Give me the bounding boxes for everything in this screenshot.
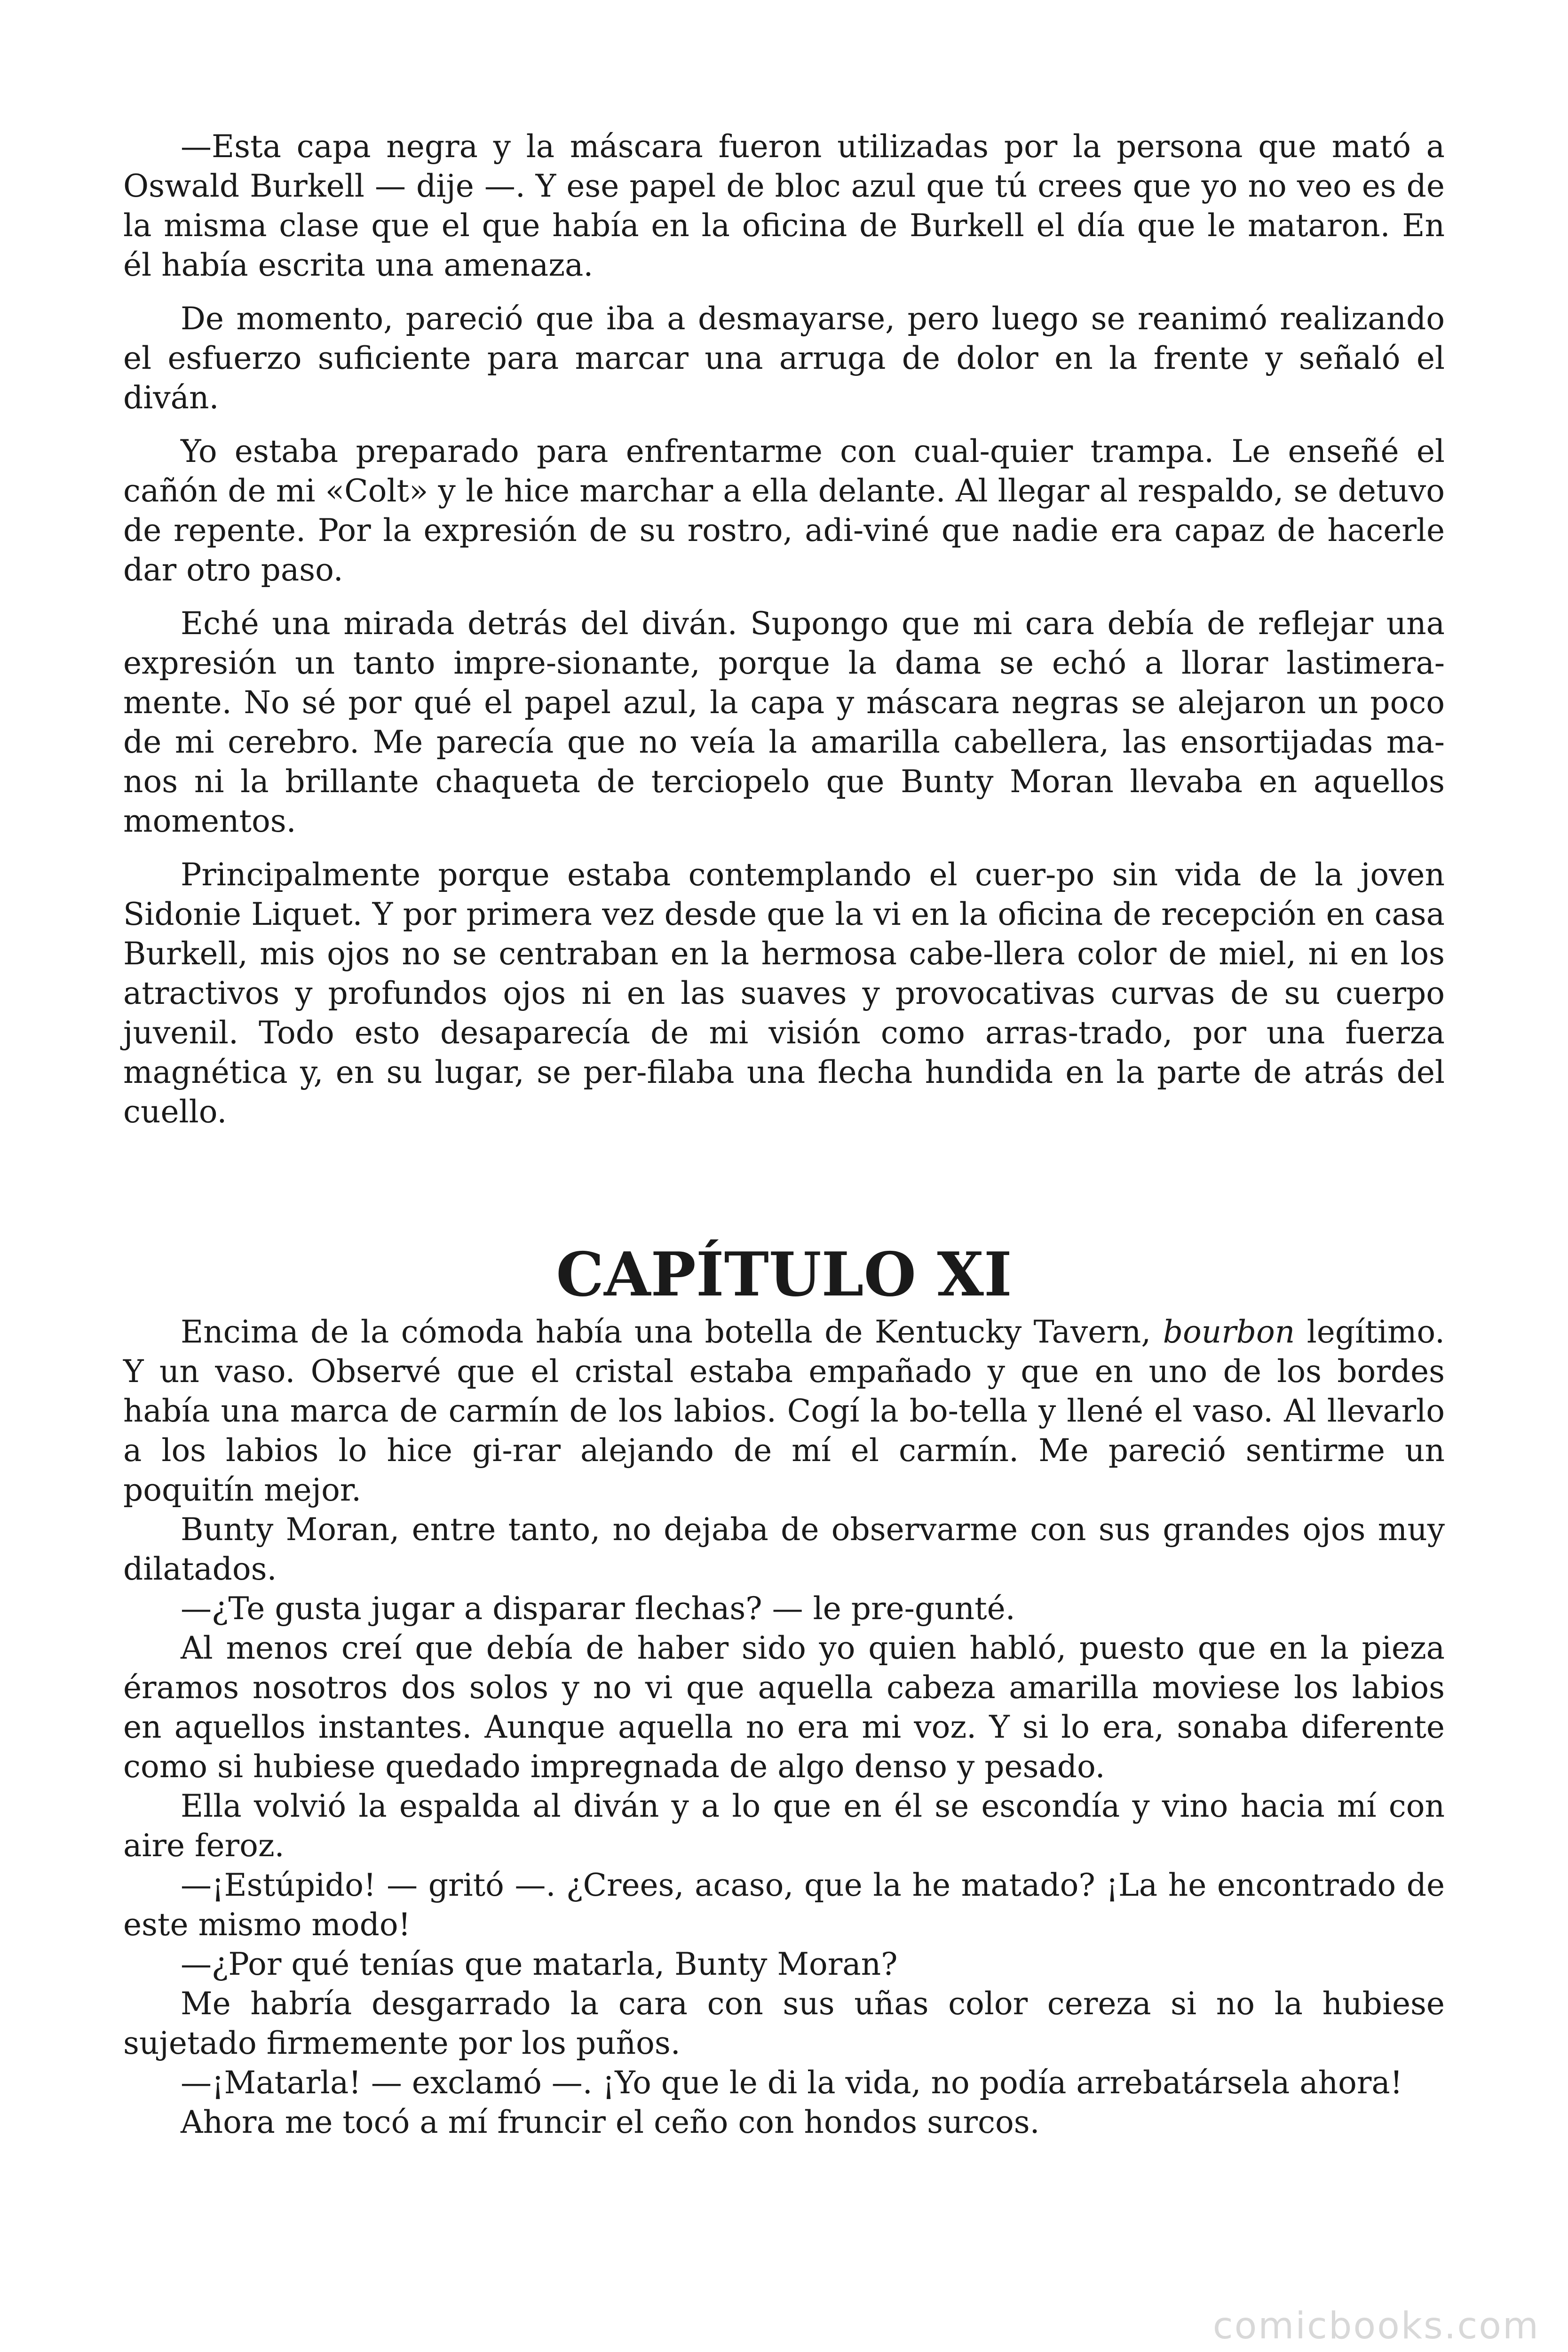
paragraph: Ella volvió la espalda al diván y a lo que en él se escondía y vino hacia mí con aire feroz. [123, 1788, 1445, 1864]
paragraph: Ahora me tocó a mí fruncir el ceño con hondos surcos. [181, 2104, 1040, 2140]
paragraph: Principalmente porque estaba contemplando el cuer-po sin vida de la joven Sidonie Liquet. Y por primera vez desde que la vi en la oficina de recepción en casa Burkell, mis ojos no se centraban en la hermosa cabe-llera color de miel, ni en los atractivos y profundos ojos ni en las suaves y provocativas curvas de su cuerpo juvenil. Todo esto desaparecía de mi visión como arras-trado, por una fuerza magnética y, en su lugar, se per-filaba una flecha hundida en la parte de atrás del cuello. [123, 857, 1445, 1130]
text-column-chapter [123, 1312, 1445, 2142]
watermark: comicbooks.com [1212, 2305, 1540, 2347]
paragraph: Yo estaba preparado para enfrentarme con cual-quier trampa. Le enseñé el cañón de mi «Colt» y le hice marchar a ella delante. Al llegar al respaldo, se detuvo de repente. Por la expresión de su rostro, adi-viné que nadie era capaz de hacerle dar otro paso. [123, 433, 1445, 588]
paragraph: Bunty Moran, entre tanto, no dejaba de observarme con sus grandes ojos muy dilatados. [123, 1511, 1445, 1587]
dialogue-line: —¿Te gusta jugar a disparar flechas? — le pre-gunté. [181, 1590, 1015, 1627]
paragraph [123, 1312, 1445, 1510]
paragraph-text: Encima de la cómoda había una botella de Kentucky Tavern, [181, 1314, 1163, 1350]
paragraph: Me habría desgarrado la cara con sus uñas color cereza si no la hubiese sujetado firmemente por los puños. [123, 1986, 1445, 2061]
paragraph: De momento, pareció que iba a desmayarse, pero luego se reanimó realizando el esfuerzo suficiente para marcar una arruga de dolor en la frente y señaló el diván. [123, 301, 1445, 416]
paragraph: —Esta capa negra y la máscara fueron utilizadas por la persona que mató a Oswald Burkell — dije —. Y ese papel de bloc azul que tú crees que yo no veo es de la misma clase que el que había en la oficina de Burkell el día que le mataron. En él había escrita una amenaza. [123, 128, 1445, 283]
dialogue-line: —¿Por qué tenías que matarla, Bunty Moran? [181, 1946, 898, 1982]
dialogue-line: —¡Estúpido! — gritó —. ¿Crees, acaso, que la he matado? ¡La he encontrado de este mismo modo! [123, 1867, 1445, 1943]
paragraph-text: legítimo. Y un vaso. Observé que el cristal estaba empañado y que en uno de los bordes había una marca de carmín de los labios. Cogí la bo-tella y llené el vaso. Al llevarlo a los labios lo hice gi-rar alejando de mí el carmín. Me pareció sentirme un poquitín mejor. [123, 1314, 1445, 1508]
paragraph: Eché una mirada detrás del diván. Supongo que mi cara debía de reflejar una expresión un tanto impre-sionante, porque la dama se echó a llorar lastimera-mente. No sé por qué el papel azul, la capa y máscara negras se alejaron un poco de mi cerebro. Me parecía que no veía la amarilla cabellera, las ensortijadas ma-nos ni la brillante chaqueta de terciopelo que Bunty Moran llevaba en aquellos momentos. [123, 605, 1445, 839]
dialogue-line: —¡Matarla! — exclamó —. ¡Yo que le di la vida, no podía arrebatársela ahora! [181, 2065, 1403, 2101]
chapter-title: CAPÍTULO XI [556, 1240, 1012, 1310]
text-column-top [123, 127, 1445, 1132]
italic-text: bourbon [1163, 1314, 1295, 1350]
paragraph: Al menos creí que debía de haber sido yo quien habló, puesto que en la pieza éramos nosotros dos solos y no vi que aquella cabeza amarilla moviese los labios en aquellos instantes. Aunque aquella no era mi voz. Y si lo era, sonaba diferente como si hubiese quedado impregnada de algo denso y pesado. [123, 1630, 1445, 1785]
